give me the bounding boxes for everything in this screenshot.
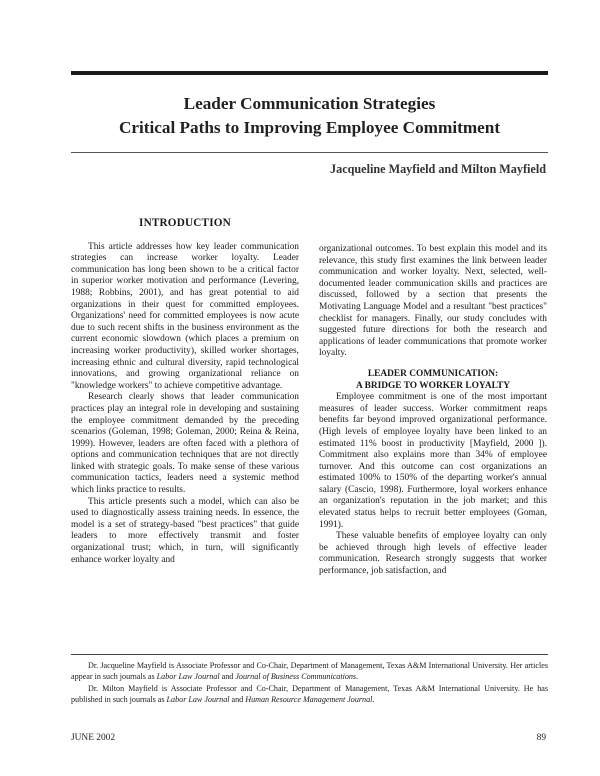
top-rule: [71, 71, 548, 75]
title-line-1: Leader Communication Strategies: [183, 94, 436, 113]
introduction-heading: INTRODUCTION: [139, 217, 231, 229]
left-column: [71, 218, 299, 566]
journal-title: Labor Law Journal: [166, 695, 230, 704]
right-column: [319, 244, 547, 578]
section-subheading: [319, 369, 547, 392]
subheading-line-2: A BRIDGE TO WORKER LOYALTY: [355, 380, 511, 391]
journal-title: Human Resource Management Journal: [245, 695, 373, 704]
page-number: 89: [536, 733, 546, 743]
article-title: [71, 92, 548, 140]
author-byline: Jacqueline Mayfield and Milton Mayfield: [330, 162, 546, 176]
intro-paragraph-2: Research clearly shows that leader communication practices play an integral role in developing and sustaining the employee commitment demanded by the preceding scenarios (Goleman, 1998; Goleman, 2000; Reina & Reina, 1999). However, leaders are often faced with a plethora of options and communication techniques that are not directly linked with strategic goals. To make sense of these various communication tactics, leaders need a systemic method which links practice to results.: [71, 392, 299, 496]
author-footnotes: [71, 660, 548, 706]
intro-paragraph-3: This article presents such a model, which can also be used to diagnostically assess training needs. In essence, the model is a set of strategy-based "best practices" that guide leaders to more effectively transmit and foster organizational trust; which, in turn, will significantly enhance worker loyalty and: [71, 496, 299, 565]
journal-title: Labor Law Journal: [156, 672, 220, 681]
loyalty-paragraph-1: Employee commitment is one of the most important measures of leader success. Worker commitment reaps benefits far beyond improved organizational performance. (High levels of employee loyalty have been linked to an estimated 11% boost in productivity [Mayfield, 2000 ]). Commitment also explains more than 34% of employee turnover. And this outcome can cost organizations an estimated 100% to 150% of the departing worker's annual salary (Cascio, 1998). Furthermore, loyal workers enhance an organization's reputation in the job market; and this elevated status helps to recruit better employees (Goman, 1991).: [319, 392, 547, 530]
subheading-line-1: LEADER COMMUNICATION:: [367, 368, 499, 379]
intro-paragraph-1: This article addresses how key leader communication strategies can increase worker loyalty. Leader communication has long been shown to be a critical factor in superior worker motivation and performance (Levering, 1988; Robbins, 2001), and has great potential to aid organizations in their quest for committed employees. Organizations' need for committed employees is now acute due to such recent shifts in the business environment as the current economic slowdown (which places a premium on increasing worker productivity), skilled worker shortages, increasing ethnic and cultural diversity, rapid technological innovations, and growing organizational reliance on "knowledge workers" to achieve competitive advantage.: [71, 241, 299, 391]
footnote-milton: Dr. Milton Mayfield is Associate Professor and Co-Chair, Department of Management, Texas A&M International University. He has published in such journals as Labor Law Journal and Human Resource Management Journal.: [71, 684, 548, 704]
author-rule: [71, 152, 548, 153]
footnote-rule: [71, 654, 548, 655]
title-line-2: Critical Paths to Improving Employee Commitment: [118, 118, 501, 137]
issue-date: JUNE 2002: [71, 733, 116, 743]
right-paragraph-continued: organizational outcomes. To best explain this model and its relevance, this study first examines the link between leader communication and worker loyalty. Next, selected, well-documented leader communication skills and practices are discussed, followed by a section that presents the Motivating Language Model and a resultant "best practices" checklist for managers. Finally, our study concludes with suggested future directions for both the research and applications of leader communications that promote worker loyalty.: [319, 244, 547, 359]
journal-title: Journal of Business Communications: [235, 672, 357, 681]
footnote-jacqueline: Dr. Jacqueline Mayfield is Associate Professor and Co-Chair, Department of Management, Texas A&M International University. Her articles appear in such journals as Labor Law Journal and Journal of Business Communications.: [71, 661, 548, 681]
loyalty-paragraph-2: These valuable benefits of employee loyalty can only be achieved through high levels of effective leader communication. Research strongly suggests that worker performance, job satisfaction, and: [319, 531, 547, 577]
